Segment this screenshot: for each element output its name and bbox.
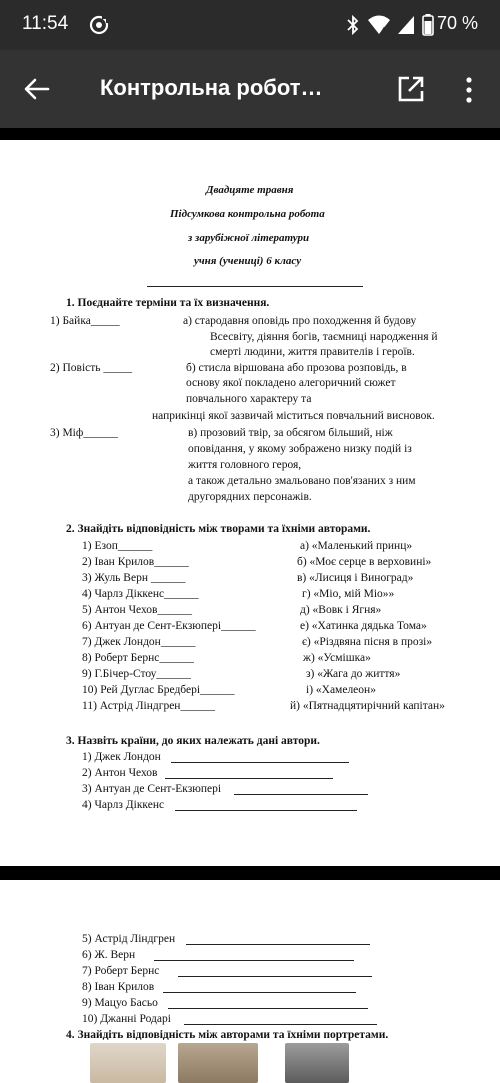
doc-header-title: Підсумкова контрольна робота xyxy=(170,208,325,220)
answer-line xyxy=(186,944,370,945)
page-title: Контрольна робот… xyxy=(100,75,323,100)
answer-line xyxy=(184,1024,377,1025)
q2-title: 2. Знайдіть відповідність між творами та їхніми авторами. xyxy=(66,523,371,535)
document-page-2 xyxy=(0,880,500,1083)
q2-work: з) «Жага до життя» xyxy=(306,668,401,680)
q2-author: 2) Іван Крилов______ xyxy=(82,556,189,568)
q1-def-line: Всесвіту, діяння богів, таємниці народження й xyxy=(210,331,438,343)
q2-author: 9) Г.Бічер-Стоу______ xyxy=(82,668,191,680)
doc-header-date: Двадцяте травня xyxy=(206,184,294,196)
wifi-icon xyxy=(367,14,391,36)
answer-line xyxy=(234,794,368,795)
portrait-image xyxy=(285,1043,349,1083)
q1-title: 1. Поєднайте терміни та їх визначення. xyxy=(66,297,270,309)
q2-author: 11) Астрід Ліндгрен______ xyxy=(82,700,215,712)
name-line xyxy=(147,286,363,287)
q1-term: 1) Байка_____ xyxy=(50,315,120,327)
q1-def-line: основу якої покладено алегоричний сюжет xyxy=(186,377,396,389)
more-vert-icon[interactable] xyxy=(458,75,480,105)
q1-def-line: б) стисла віршована або прозова розповідь, в xyxy=(186,362,407,374)
signal-icon xyxy=(396,14,416,36)
q3-item: 1) Джек Лондон xyxy=(82,751,161,763)
q3-item: 3) Антуан де Сент-Екзюпері xyxy=(82,783,222,795)
app-bar xyxy=(0,50,500,128)
bluetooth-icon xyxy=(346,14,360,36)
battery-percent: 70 % xyxy=(436,13,478,33)
q2-author: 3) Жуль Верн ______ xyxy=(82,572,186,584)
q2-author: 6) Антуан де Сент-Екзюпері______ xyxy=(82,620,256,632)
q2-work: е) «Хатинка дядька Тома» xyxy=(300,620,427,632)
answer-line xyxy=(175,810,357,811)
q1-def-line: повчального характеру та xyxy=(186,393,312,405)
q2-work: ж) «Усмішка» xyxy=(303,652,371,664)
q2-work: є) «Різдвяна пісня в прозі» xyxy=(302,636,433,648)
battery-icon xyxy=(422,14,434,36)
q2-author: 7) Джек Лондон______ xyxy=(82,636,196,648)
q2-work: г) «Міо, мій Міо»» xyxy=(302,588,395,600)
q2-author: 5) Антон Чехов______ xyxy=(82,604,192,616)
q1-term: 2) Повість _____ xyxy=(50,362,133,374)
back-arrow-icon[interactable] xyxy=(22,74,52,104)
answer-line xyxy=(171,762,349,763)
svg-text:4: 4 xyxy=(381,26,387,35)
q1-def-line: другорядних персонажів. xyxy=(188,491,312,503)
q2-author: 10) Рей Дуглас Бредбері______ xyxy=(82,684,235,696)
status-time: 11:54 xyxy=(22,13,69,34)
portrait-image xyxy=(90,1043,166,1083)
q2-author: 8) Роберт Бернс______ xyxy=(82,652,194,664)
q2-work: і) «Хамелеон» xyxy=(306,684,376,696)
answer-line xyxy=(154,960,354,961)
q2-author: 1) Езоп______ xyxy=(82,540,153,552)
q2-work: д) «Вовк і Ягня» xyxy=(300,604,382,616)
q3-item: 2) Антон Чехов xyxy=(82,767,158,779)
doc-header-student: учня (учениці) 6 класу xyxy=(194,255,302,267)
q3-item: 7) Роберт Бернс xyxy=(82,965,160,977)
answer-line xyxy=(168,1008,368,1009)
q1-def-line: а) стародавня оповідь про походження й будову xyxy=(183,315,417,327)
status-bar xyxy=(0,0,500,50)
q1-def-line: смерті людини, життя правителів і героїв. xyxy=(210,346,415,358)
q4-title: 4. Знайдіть відповідність між авторами та їхніми портретами. xyxy=(66,1029,389,1041)
answer-line xyxy=(178,976,372,977)
open-external-icon[interactable] xyxy=(397,75,425,103)
q3-item: 9) Мацуо Басьо xyxy=(82,997,158,1009)
q3-item: 6) Ж. Верн xyxy=(82,949,136,961)
cast-icon xyxy=(88,14,110,36)
q3-item: 5) Астрід Ліндгрен xyxy=(82,933,176,945)
q1-def-line: в) прозовий твір, за обсягом більший, ніж xyxy=(188,427,393,439)
q3-item: 8) Іван Крилов xyxy=(82,981,155,993)
q2-work: б) «Моє серце в верховині» xyxy=(297,556,432,568)
q1-def-line: а також детально змальовано пов'язаних з ним xyxy=(188,475,416,487)
q3-title: 3. Назвіть країни, до яких належать дані автори. xyxy=(66,735,320,747)
q1-term: 3) Міф______ xyxy=(50,427,118,439)
q3-item: 4) Чарлз Діккенс xyxy=(82,799,165,811)
q2-work: в) «Лисиця і Виноград» xyxy=(297,572,414,584)
q1-def-line: наприкінці якої зазвичай міститься повчальний висновок. xyxy=(152,410,435,422)
answer-line xyxy=(165,778,333,779)
q2-work: а) «Маленький принц» xyxy=(300,540,413,552)
document-page-1 xyxy=(0,140,500,866)
q2-work: й) «Пятнадцятирічний капітан» xyxy=(290,700,445,712)
q2-author: 4) Чарлз Діккенс______ xyxy=(82,588,199,600)
q1-def-line: життя головного героя, xyxy=(188,459,302,471)
answer-line xyxy=(163,992,356,993)
portrait-image xyxy=(178,1043,258,1083)
q1-def-line: оповідання, у якому зображено низку подій із xyxy=(188,443,412,455)
q3-item: 10) Джанні Родарі xyxy=(82,1013,171,1025)
doc-header-subject: з зарубіжної літератури xyxy=(188,232,310,244)
